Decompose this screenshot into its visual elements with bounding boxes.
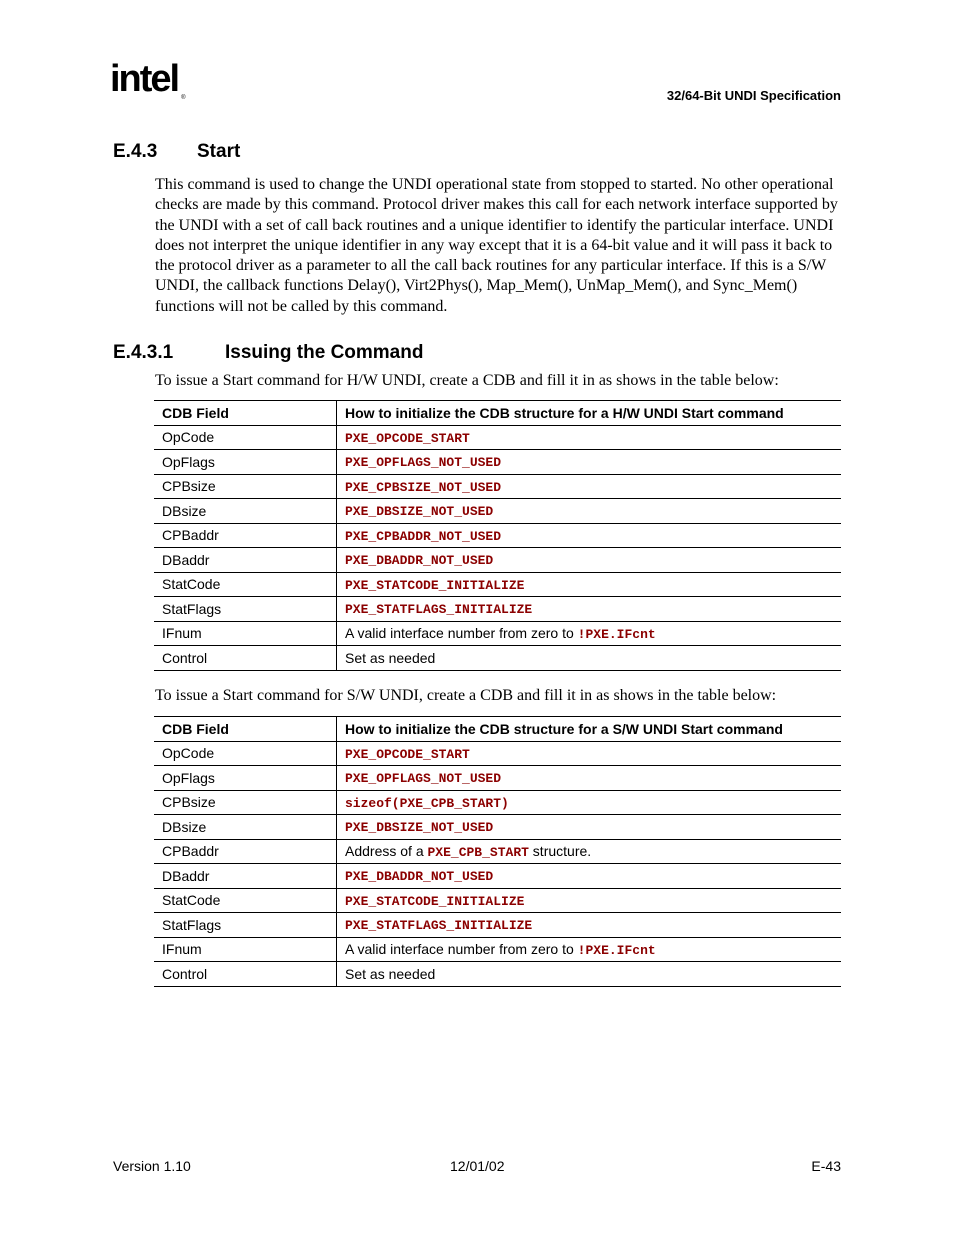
value-code: !PXE.IFcnt xyxy=(577,942,656,958)
table-row xyxy=(154,523,841,548)
value-code: PXE_CPBSIZE_NOT_USED xyxy=(345,479,502,495)
sw-intro: To issue a Start command for S/W UNDI, create a CDB and fill it in as shows in the table below: xyxy=(155,687,777,704)
table-header-row xyxy=(154,717,841,742)
value-code: PXE_CPB_START xyxy=(427,844,529,860)
subsection-number: E.4.3.1 xyxy=(113,342,174,363)
init-value-cell xyxy=(337,450,842,475)
table-row xyxy=(154,839,841,864)
table-row xyxy=(154,597,841,622)
init-value-cell xyxy=(337,815,842,840)
init-value-cell xyxy=(337,888,842,913)
registered-mark: ® xyxy=(181,95,184,101)
section-heading xyxy=(113,141,240,163)
table-row xyxy=(154,741,841,766)
table-row xyxy=(154,548,841,573)
cdb-field-cell: CPBaddr xyxy=(154,523,337,548)
value-code: PXE_DBADDR_NOT_USED xyxy=(345,553,494,569)
cdb-field-cell: Control xyxy=(154,646,337,671)
value-code: PXE_DBADDR_NOT_USED xyxy=(345,869,494,885)
table-row xyxy=(154,864,841,889)
value-code: PXE_CPBADDR_NOT_USED xyxy=(345,528,502,544)
table-row xyxy=(154,474,841,499)
section-title: Start xyxy=(197,141,241,162)
value-code: PXE_DBSIZE_NOT_USED xyxy=(345,504,494,520)
init-value-cell xyxy=(337,597,842,622)
value-text-prefix: Set as needed xyxy=(345,649,436,666)
value-text-prefix: Address of a xyxy=(345,842,428,859)
value-code: PXE_OPCODE_START xyxy=(345,430,470,446)
cdb-field-cell: IFnum xyxy=(154,937,337,962)
table-row xyxy=(154,425,841,450)
table-row xyxy=(154,621,841,646)
table-row xyxy=(154,962,841,987)
value-text-suffix: structure. xyxy=(528,842,592,859)
cdb-field-cell: IFnum xyxy=(154,621,337,646)
value-text-prefix: A valid interface number from zero to xyxy=(345,940,578,957)
table-row xyxy=(154,499,841,524)
doc-title: 32/64-Bit UNDI Specification xyxy=(666,88,841,103)
header-cdb-field: CDB Field xyxy=(154,717,337,742)
init-value-cell xyxy=(337,425,842,450)
cdb-field-cell: DBaddr xyxy=(154,864,337,889)
cdb-field-cell: CPBaddr xyxy=(154,839,337,864)
footer-page-number: E-43 xyxy=(811,1158,841,1174)
cdb-field-cell: OpCode xyxy=(154,741,337,766)
table-row xyxy=(154,913,841,938)
init-value-cell xyxy=(337,621,842,646)
footer-version: Version 1.10 xyxy=(113,1158,191,1174)
cdb-field-cell: DBsize xyxy=(154,499,337,524)
cdb-field-cell: StatCode xyxy=(154,572,337,597)
hw-intro: To issue a Start command for H/W UNDI, create a CDB and fill it in as shows in the table below: xyxy=(155,372,779,389)
value-code: PXE_STATCODE_INITIALIZE xyxy=(345,577,525,593)
header-init: How to initialize the CDB structure for a S/W UNDI Start command xyxy=(337,717,842,742)
cdb-field-cell: Control xyxy=(154,962,337,987)
table-row xyxy=(154,790,841,815)
cdb-field-cell: StatFlags xyxy=(154,913,337,938)
footer-date: 12/01/02 xyxy=(450,1158,505,1174)
init-value-cell xyxy=(337,839,842,864)
table-row xyxy=(154,888,841,913)
init-value-cell xyxy=(337,741,842,766)
value-code: PXE_OPCODE_START xyxy=(345,746,470,762)
value-text-prefix: A valid interface number from zero to xyxy=(345,624,578,641)
init-value-cell xyxy=(337,548,842,573)
value-code: PXE_STATCODE_INITIALIZE xyxy=(345,893,525,909)
table-row xyxy=(154,646,841,671)
value-code: PXE_STATFLAGS_INITIALIZE xyxy=(345,918,533,934)
init-value-cell xyxy=(337,474,842,499)
value-code: PXE_DBSIZE_NOT_USED xyxy=(345,820,494,836)
table-row xyxy=(154,572,841,597)
init-value-cell xyxy=(337,766,842,791)
header-init: How to initialize the CDB structure for a H/W UNDI Start command xyxy=(337,401,842,426)
cdb-field-cell: OpFlags xyxy=(154,766,337,791)
init-value-cell xyxy=(337,499,842,524)
intel-logo xyxy=(110,58,184,101)
section-number: E.4.3 xyxy=(113,141,158,162)
cdb-field-cell: DBaddr xyxy=(154,548,337,573)
header-cdb-field: CDB Field xyxy=(154,401,337,426)
cdb-field-cell: CPBsize xyxy=(154,790,337,815)
cdb-field-cell: StatCode xyxy=(154,888,337,913)
init-value-cell xyxy=(337,572,842,597)
table-row xyxy=(154,815,841,840)
table-row xyxy=(154,450,841,475)
hw-cdb-table xyxy=(154,400,841,671)
value-code: PXE_OPFLAGS_NOT_USED xyxy=(345,455,502,471)
init-value-cell xyxy=(337,523,842,548)
cdb-field-cell: CPBsize xyxy=(154,474,337,499)
cdb-field-cell: OpFlags xyxy=(154,450,337,475)
table-header-row xyxy=(154,401,841,426)
init-value-cell xyxy=(337,790,842,815)
init-value-cell xyxy=(337,937,842,962)
value-code: PXE_STATFLAGS_INITIALIZE xyxy=(345,602,533,618)
logo-text: intel xyxy=(110,58,179,100)
cdb-field-cell: OpCode xyxy=(154,425,337,450)
sw-cdb-table xyxy=(154,716,841,987)
init-value-cell xyxy=(337,962,842,987)
subsection-title: Issuing the Command xyxy=(225,342,424,363)
value-code: sizeof(PXE_CPB_START) xyxy=(345,795,509,811)
subsection-heading xyxy=(113,342,423,364)
cdb-field-cell: StatFlags xyxy=(154,597,337,622)
cdb-field-cell: DBsize xyxy=(154,815,337,840)
table-row xyxy=(154,937,841,962)
value-code: PXE_OPFLAGS_NOT_USED xyxy=(345,771,502,787)
init-value-cell xyxy=(337,913,842,938)
table-row xyxy=(154,766,841,791)
value-code: !PXE.IFcnt xyxy=(577,626,656,642)
init-value-cell xyxy=(337,864,842,889)
section-body: This command is used to change the UNDI operational state from stopped to started. No other operational checks are made by this command. Protocol driver makes this call for each network interface supported by the UNDI with a set of call back routines and a unique identifier to identify the particular interface. UNDI does not interpret the unique identifier in any way except that it is a 64-bit value and it will pass it back to the protocol driver as a parameter to all the call back routines for any particular interface. If this is a S/W UNDI, the callback functions Delay(), Virt2Phys(), Map_Mem(), UnMap_Mem(), and Sync_Mem() functions will not be called by this command. xyxy=(155,176,838,315)
init-value-cell xyxy=(337,646,842,671)
value-text-prefix: Set as needed xyxy=(345,965,436,982)
